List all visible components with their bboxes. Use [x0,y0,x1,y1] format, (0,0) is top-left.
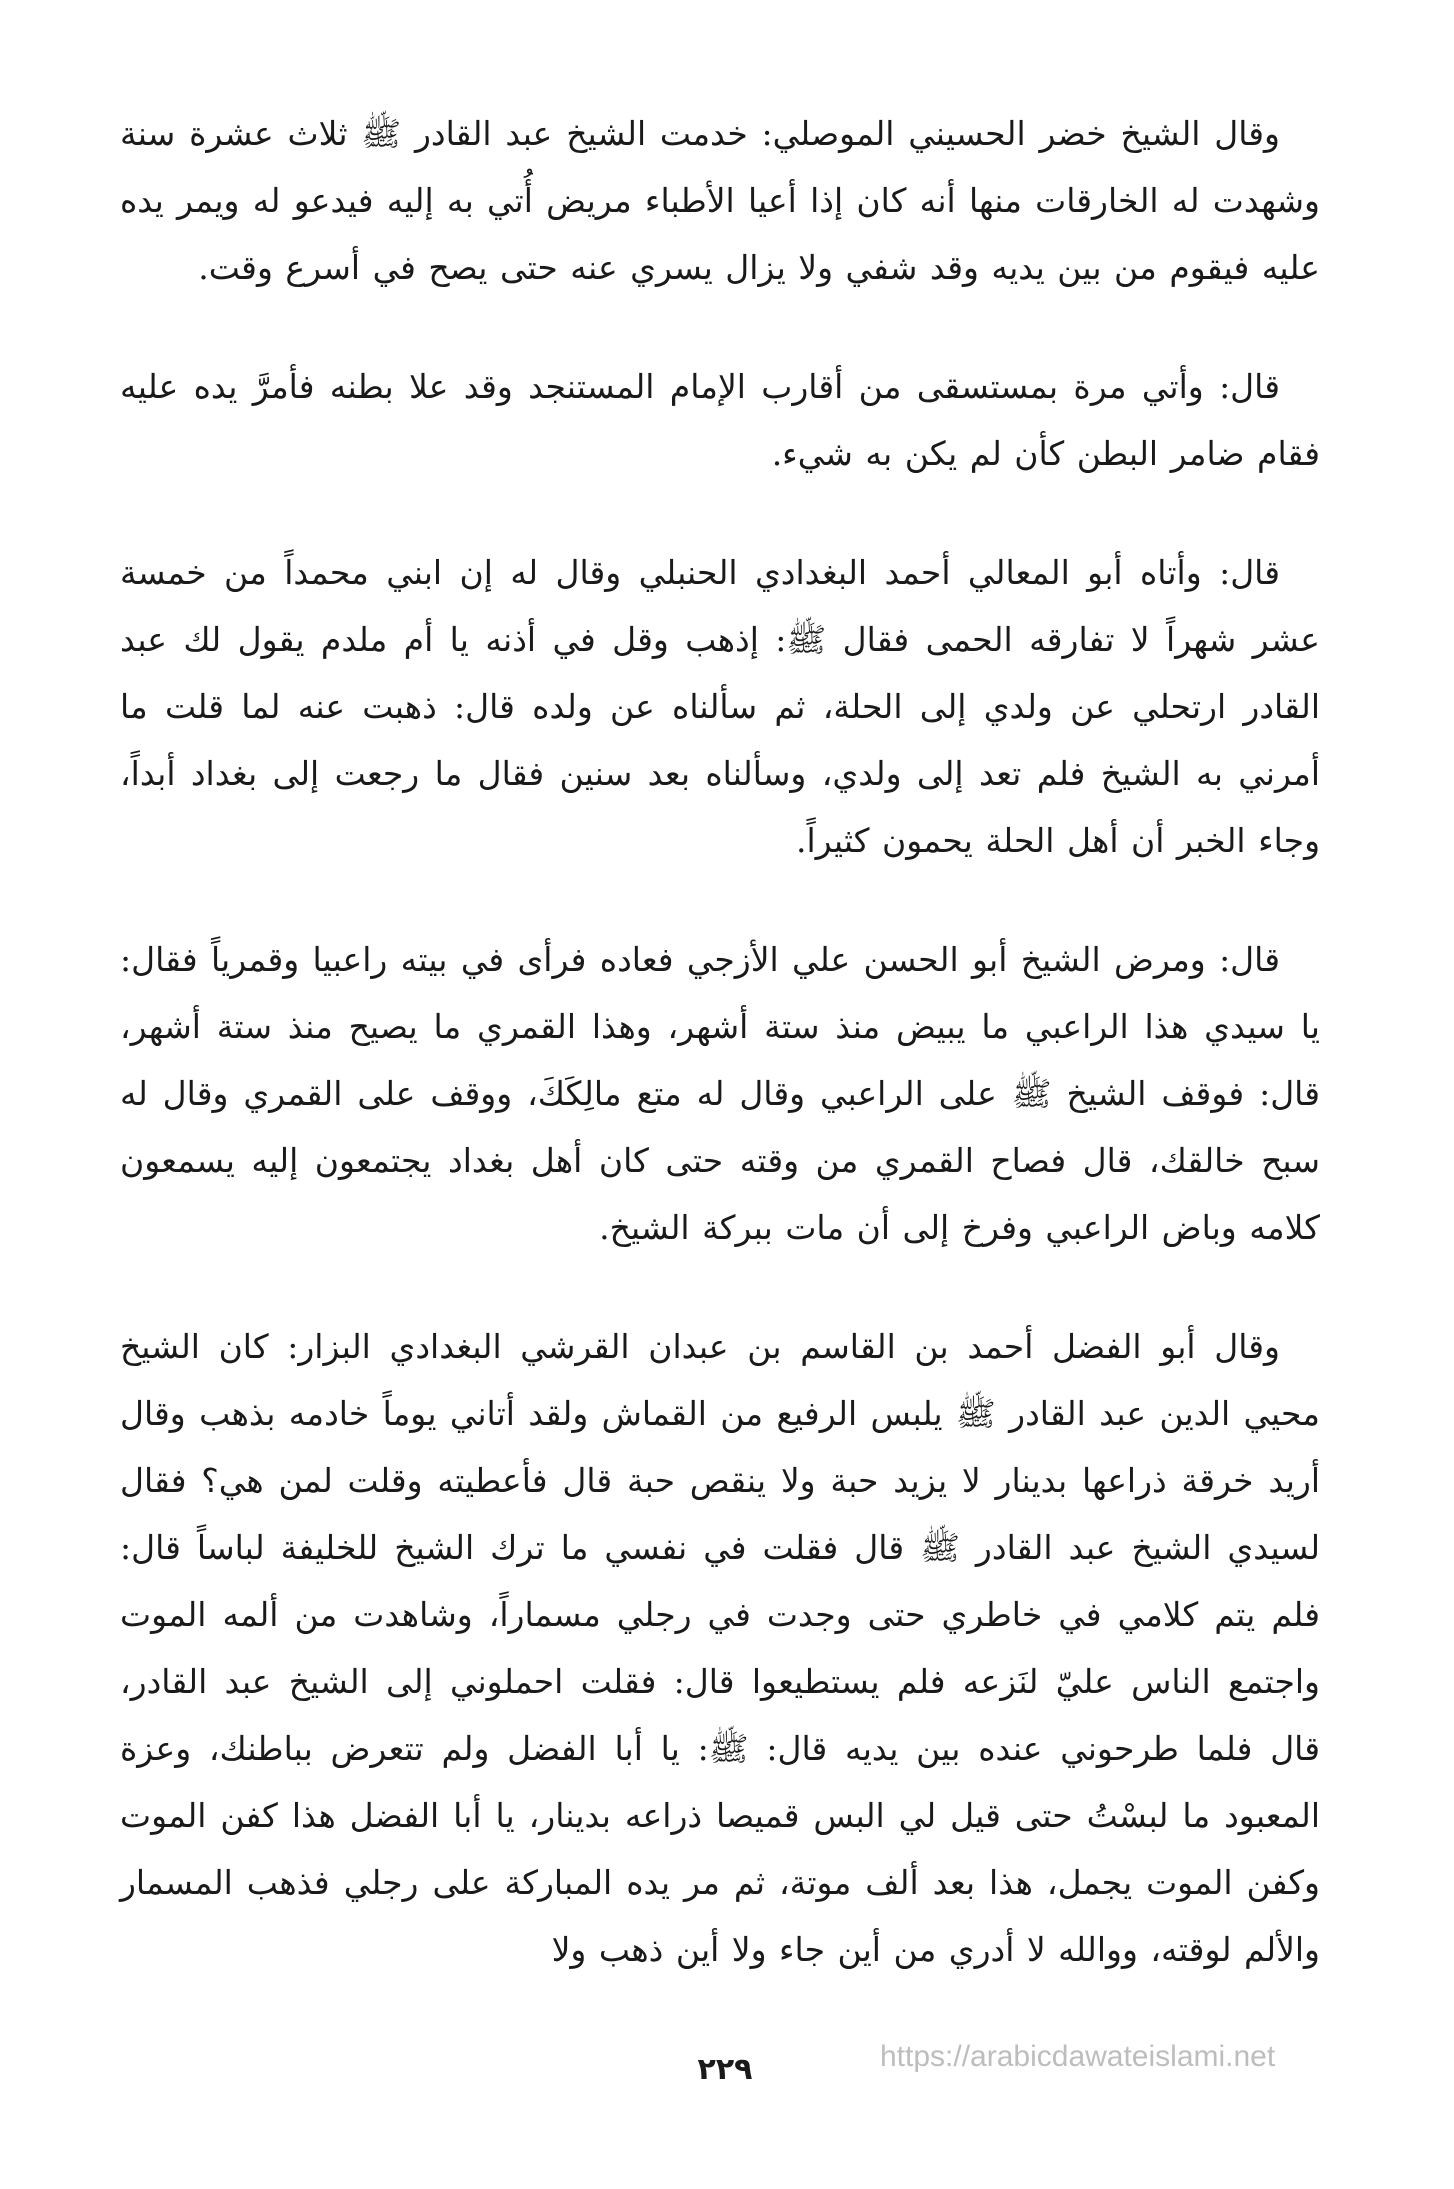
paragraph-3: قال: وأتاه أبو المعالي أحمد البغدادي الحنبلي وقال له إن ابني محمداً من خمسة عشر شهراً لا تفارقه الحمى فقال ﷺ: إذهب وقل في أذنه يا أم ملدم يقول لك عبد القادر ارتحلي عن ولدي إلى الحلة، ثم سألناه عن ولده قال: ذهبت عنه لما قلت ما أمرني به الشيخ فلم تعد إلى ولدي، وسألناه بعد سنين فقال ما رجعت إلى بغداد أبداً، وجاء الخبر أن أهل الحلة يحمون كثيراً. [120,553,1320,860]
document-page [120,100,1320,2030]
paragraph-2: قال: وأتي مرة بمستسقى من أقارب الإمام المستنجد وقد علا بطنه فأمرَّ يده عليه فقام ضامر البطن كأن لم يكن به شيء. [120,367,1320,473]
site-url-watermark: https://arabicdawateislami.net [880,2040,1276,2073]
paragraph-4: قال: ومرض الشيخ أبو الحسن علي الأزجي فعاده فرأى في بيته راعبيا وقمرياً فقال: يا سيدي هذا الراعبي ما يبيض منذ ستة أشهر، وهذا القمري ما يصيح منذ ستة أشهر، قال: فوقف الشيخ ﷺ على الراعبي وقال له متع مالِكَكَ، ووقف على القمري وقال له سبح خالقك، قال فصاح القمري من وقته حتى كان أهل بغداد يجتمعون إليه يسمعون كلامه وباض الراعبي وفرخ إلى أن مات ببركة الشيخ. [120,940,1320,1247]
paragraph-1: وقال الشيخ خضر الحسيني الموصلي: خدمت الشيخ عبد القادر ﷺ ثلاث عشرة سنة وشهدت له الخارقات منها أنه كان إذا أعيا الأطباء مريض أُتي به إليه فيدعو له ويمر يده عليه فيقوم من بين يديه وقد شفي ولا يزال يسري عنه حتى يصح في أسرع وقت. [120,114,1320,287]
paragraph-5: وقال أبو الفضل أحمد بن القاسم بن عبدان القرشي البغدادي البزار: كان الشيخ محيي الدين عبد القادر ﷺ يلبس الرفيع من القماش ولقد أتاني يوماً خادمه بذهب وقال أريد خرقة ذراعها بدينار لا يزيد حبة ولا ينقص حبة قال فأعطيته وقلت لمن هي؟ فقال لسيدي الشيخ عبد القادر ﷺ قال فقلت في نفسي ما ترك الشيخ للخليفة لباساً قال: فلم يتم كلامي في خاطري حتى وجدت في رجلي مسماراً، وشاهدت من ألمه الموت واجتمع الناس عليّ لنَزعه فلم يستطيعوا قال: فقلت احملوني إلى الشيخ عبد القادر، قال فلما طرحوني عنده بين يديه قال: ﷺ: يا أبا الفضل ولم تتعرض بباطنك، وعزة المعبود ما لبسْتُ حتى قيل لي البس قميصا ذراعه بدينار، يا أبا الفضل هذا كفن الموت وكفن الموت يجمل، هذا بعد ألف موتة، ثم مر يده المباركة على رجلي فذهب المسمار والألم لوقته، ووالله لا أدري من أين جاء ولا أين ذهب ولا [120,1327,1320,1969]
page-number: ٢٢٩ [697,2052,753,2087]
page-footer [0,2040,1454,2110]
